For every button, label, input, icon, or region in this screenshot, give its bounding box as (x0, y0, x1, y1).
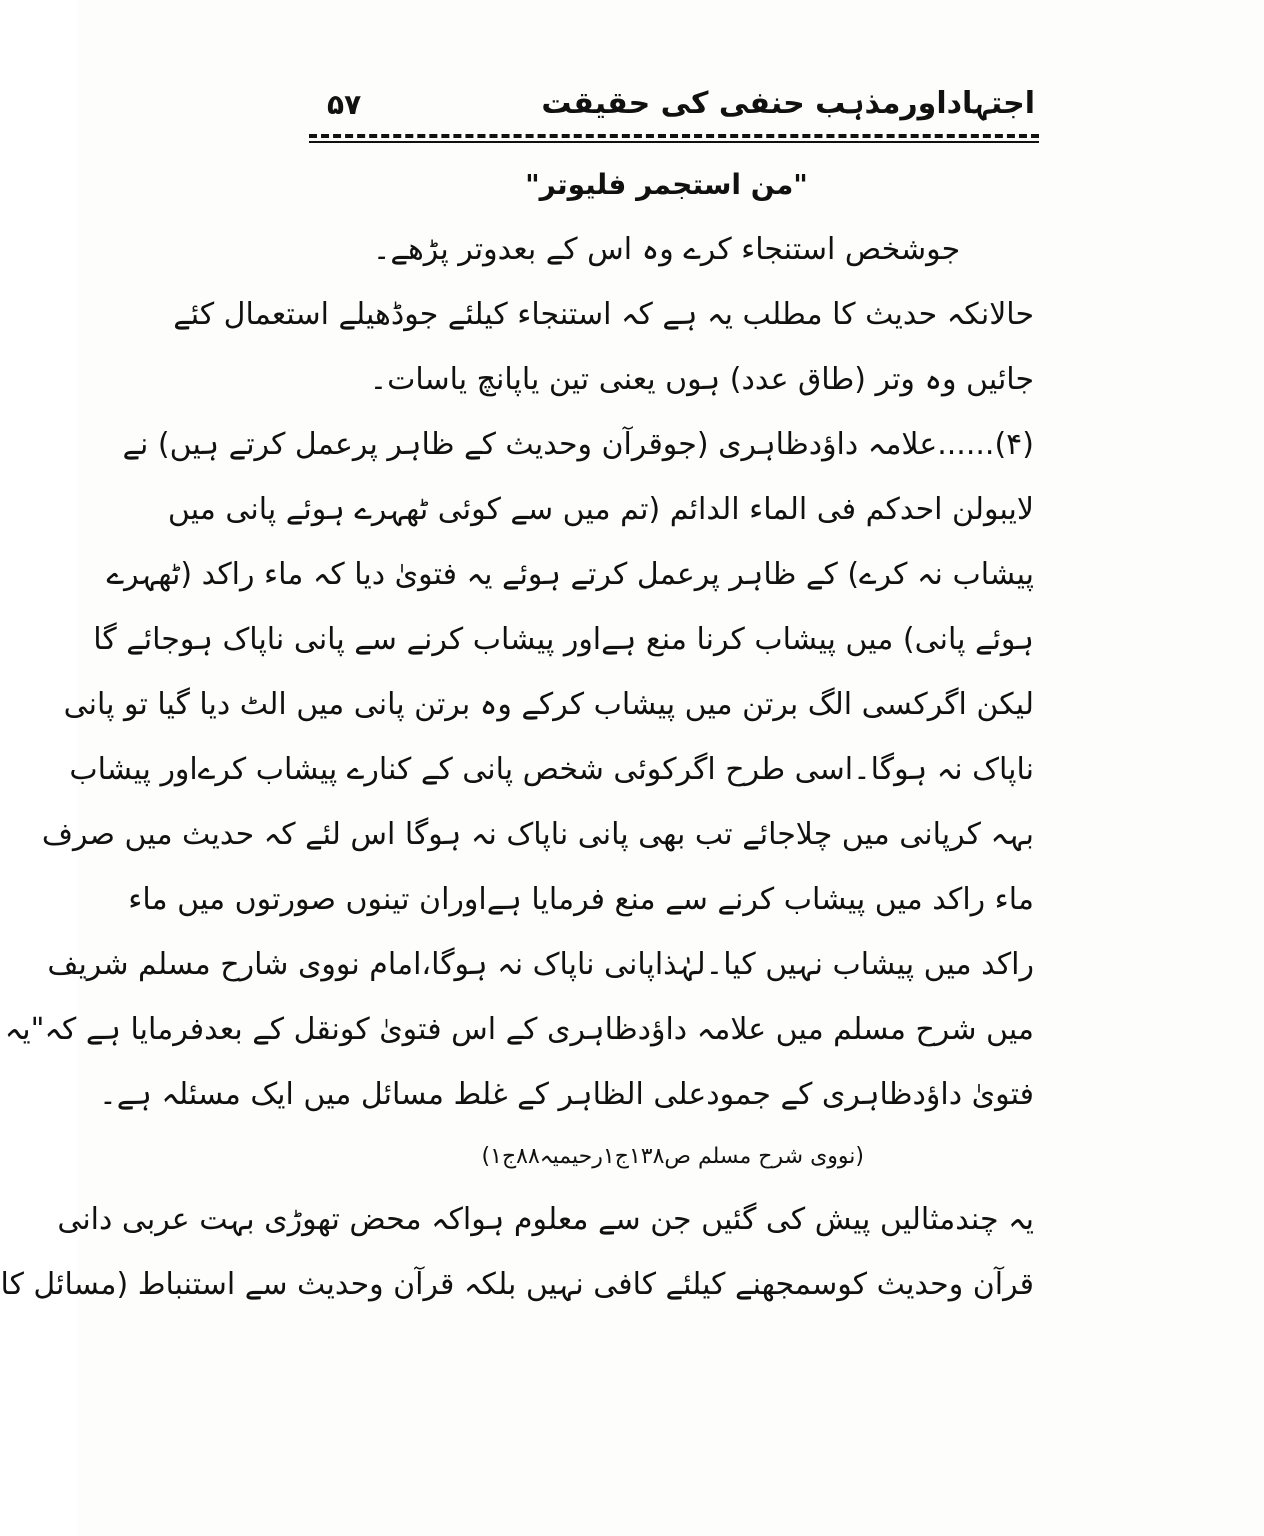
hadith-translation: جوشخص استنجاء کرے وہ اس کے بعدوتر پڑھے۔ (372, 232, 961, 267)
text-line: ناپاک نہ ہوگا۔اسی طرح اگرکوئی شخص پانی کے کنارے پیشاب کرےاور پیشاب (69, 752, 1034, 787)
text-line: (۴)......علامہ داؤدظاہری (جوقرآن وحدیث کے ظاہر پرعمل کرتے ہیں) نے (122, 427, 1034, 462)
running-title: اجتہاداورمذہب حنفی کی حقیقت (541, 86, 1035, 121)
header-rule-solid (309, 141, 1039, 143)
page-header (309, 82, 1039, 130)
hadith-heading: "من استجمر فليوتر" (525, 168, 808, 201)
text-line: حالانکہ حدیث کا مطلب یہ ہے کہ استنجاء کیلئے جوڈھیلے استعمال کئے (173, 297, 1034, 332)
header-rule-dashed (309, 134, 1039, 138)
page-number: ۵۷ (327, 88, 362, 121)
text-line: پیشاب نہ کرے) کے ظاہر پرعمل کرتے ہوئے یہ فتویٰ دیا کہ ماء راکد (ٹھہرے (106, 557, 1034, 592)
text-line: بہہ کرپانی میں چلاجائے تب بھی پانی ناپاک نہ ہوگا اس لئے کہ حدیث میں صرف (41, 817, 1034, 852)
text-line: میں شرح مسلم میں علامہ داؤدظاہری کے اس فتویٰ کونقل کے بعدفرمایا ہے کہ"یہ (4, 1012, 1034, 1047)
citation: (نووی شرح مسلم ص۱۳۸ج۱رحیمیہ۸۸ج۱) (481, 1144, 864, 1169)
text-line: جائیں وہ وتر (طاق عدد) ہوں یعنی تین یاپانچ یاسات۔ (369, 362, 1034, 397)
text-line: قرآن وحدیث کوسمجھنے کیلئے کافی نہیں بلکہ قرآن وحدیث سے استنباط (مسائل کا (0, 1267, 1034, 1302)
text-line: ماء راکد میں پیشاب کرنے سے منع فرمایا ہےاوران تینوں صورتوں میں ماء (128, 882, 1034, 917)
text-line: یہ چندمثالیں پیش کی گئیں جن سے معلوم ہواکہ محض تھوڑی بہت عربی دانی (57, 1202, 1034, 1237)
text-line: لايبولن احدكم فى الماء الدائم (تم میں سے کوئی ٹھہرے ہوئے پانی میں (167, 492, 1034, 527)
text-line: لیکن اگرکسی الگ برتن میں پیشاب کرکے وہ برتن پانی میں الٹ دیا گیا تو پانی (63, 687, 1034, 722)
text-line: راکد میں پیشاب نہیں کیا۔لہٰذاپانی ناپاک نہ ہوگا،امام نووی شارح مسلم شریف (47, 947, 1034, 982)
text-line: ہوئے پانی) میں پیشاب کرنا منع ہےاور پیشاب کرنے سے پانی ناپاک ہوجائے گا (93, 622, 1034, 657)
text-line: فتویٰ داؤدظاہری کے جمودعلی الظاہر کے غلط مسائل میں ایک مسئلہ ہے۔ (99, 1077, 1034, 1112)
